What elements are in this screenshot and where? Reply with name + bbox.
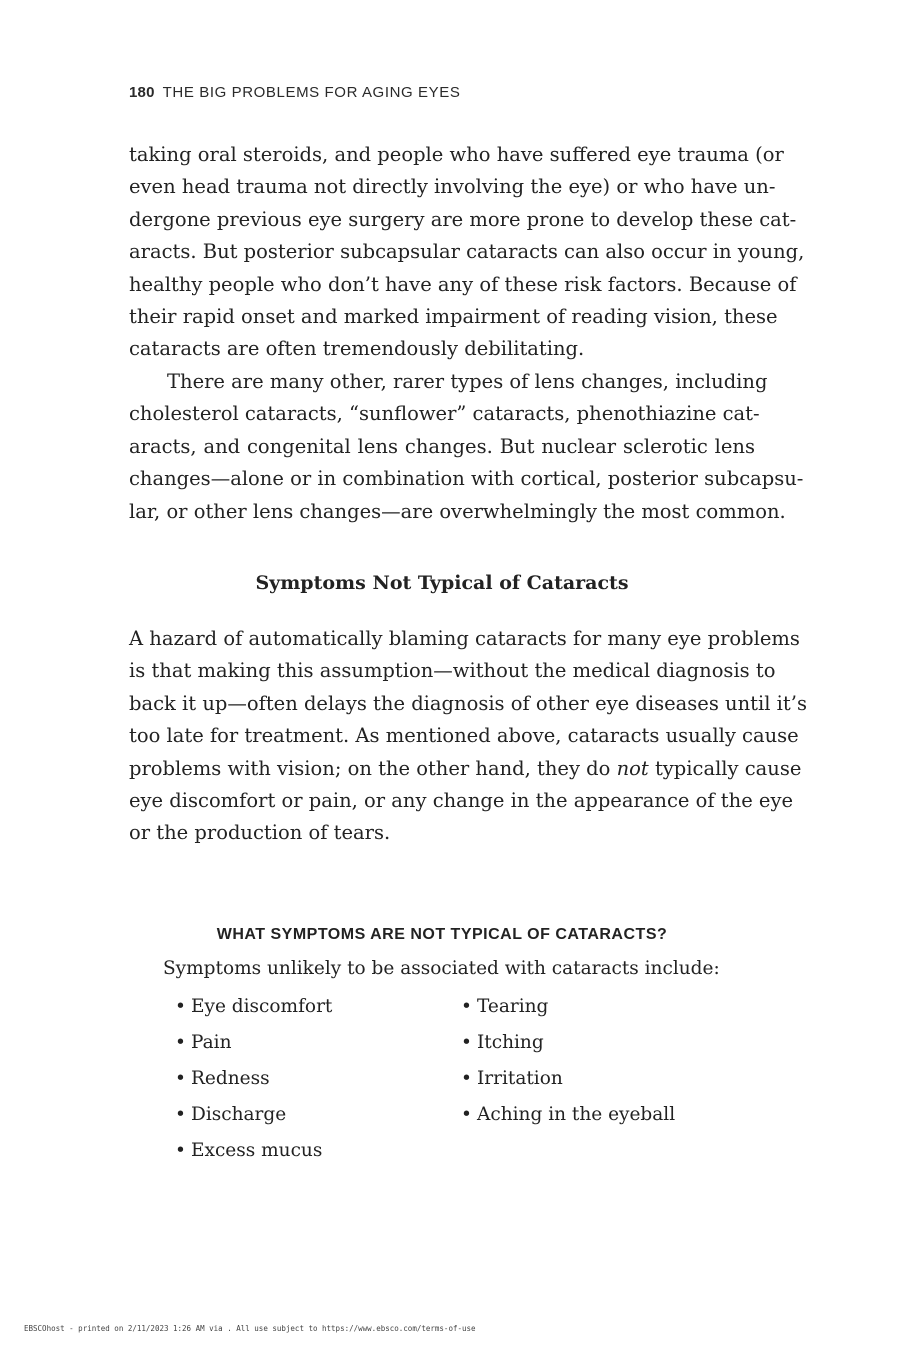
paragraph-line: eye discomfort or pain, or any change in the appearance of the eye <box>129 788 794 812</box>
paragraph-1 <box>129 139 805 366</box>
paragraph-line: A hazard of automatically blaming cataracts for many eye problems <box>129 627 800 650</box>
sidebar-title: WHAT SYMPTOMS ARE NOT TYPICAL OF CATARACTS? <box>216 926 668 943</box>
paragraph-line: dergone previous eye surgery are more prone to develop these cat- <box>129 207 797 231</box>
symptom-list-left <box>175 989 332 1169</box>
symptom-item: • Discharge <box>175 1097 332 1133</box>
section-heading: Symptoms Not Typical of Cataracts <box>255 572 629 594</box>
symptom-item: • Aching in the eyeball <box>461 1097 675 1133</box>
paragraph-line: lar, or other lens changes—are overwhelmingly the most common. <box>129 499 786 523</box>
paragraph-line: aracts. But posterior subcapsular cataracts can also occur in young, <box>129 240 805 264</box>
paragraph-line: too late for treatment. As mentioned above, cataracts usually cause <box>129 724 799 748</box>
symptom-item: • Eye discomfort <box>175 989 332 1025</box>
paragraph-line: is that making this assumption—without the medical diagnosis to <box>129 659 776 683</box>
symptom-item: • Excess mucus <box>175 1133 332 1169</box>
paragraph-line: cataracts are often tremendously debilitating. <box>129 337 585 361</box>
paragraph-line: There are many other, rarer types of lens changes, including <box>167 370 768 393</box>
paragraph-line: or the production of tears. <box>129 821 391 845</box>
line-text: typically cause <box>648 756 802 780</box>
paragraph-line: even head trauma not directly involving the eye) or who have un- <box>129 175 776 199</box>
line-text: problems with vision; on the other hand, they do <box>129 756 617 780</box>
paragraph-line: back it up—often delays the diagnosis of other eye diseases until it’s <box>129 691 807 715</box>
paragraph-line: cholesterol cataracts, “sunflower” cataracts, phenothiazine cat- <box>129 402 760 426</box>
paragraph-line: their rapid onset and marked impairment of reading vision, these <box>129 304 778 328</box>
paragraph-2 <box>129 366 804 528</box>
paragraph-line: aracts, and congenital lens changes. But nuclear sclerotic lens <box>129 434 755 458</box>
symptom-item: • Redness <box>175 1061 332 1097</box>
sidebar-intro: Symptoms unlikely to be associated with cataracts include: <box>163 958 720 979</box>
running-head-title: THE BIG PROBLEMS FOR AGING EYES <box>162 84 461 101</box>
paragraph-line: taking oral steroids, and people who have suffered eye trauma (or <box>129 143 784 166</box>
running-head <box>129 84 460 101</box>
symptom-item: • Itching <box>461 1025 675 1061</box>
symptom-item: • Irritation <box>461 1061 675 1097</box>
symptom-item: • Pain <box>175 1025 332 1061</box>
paragraph-line-with-emphasis <box>129 753 802 785</box>
emphasis-not: not <box>616 756 649 780</box>
paragraph-line: changes—alone or in combination with cortical, posterior subcapsu- <box>129 467 804 491</box>
print-footer: EBSCOhost - printed on 2/11/2023 1:26 AM via . All use subject to https://www.ebsco.com/terms-of-use <box>24 1324 476 1333</box>
paragraph-3 <box>129 623 807 850</box>
page-number: 180 <box>129 84 155 101</box>
symptom-item: • Tearing <box>461 989 675 1025</box>
paragraph-line: healthy people who don’t have any of these risk factors. Because of <box>129 272 797 296</box>
symptom-list-right <box>461 989 675 1133</box>
